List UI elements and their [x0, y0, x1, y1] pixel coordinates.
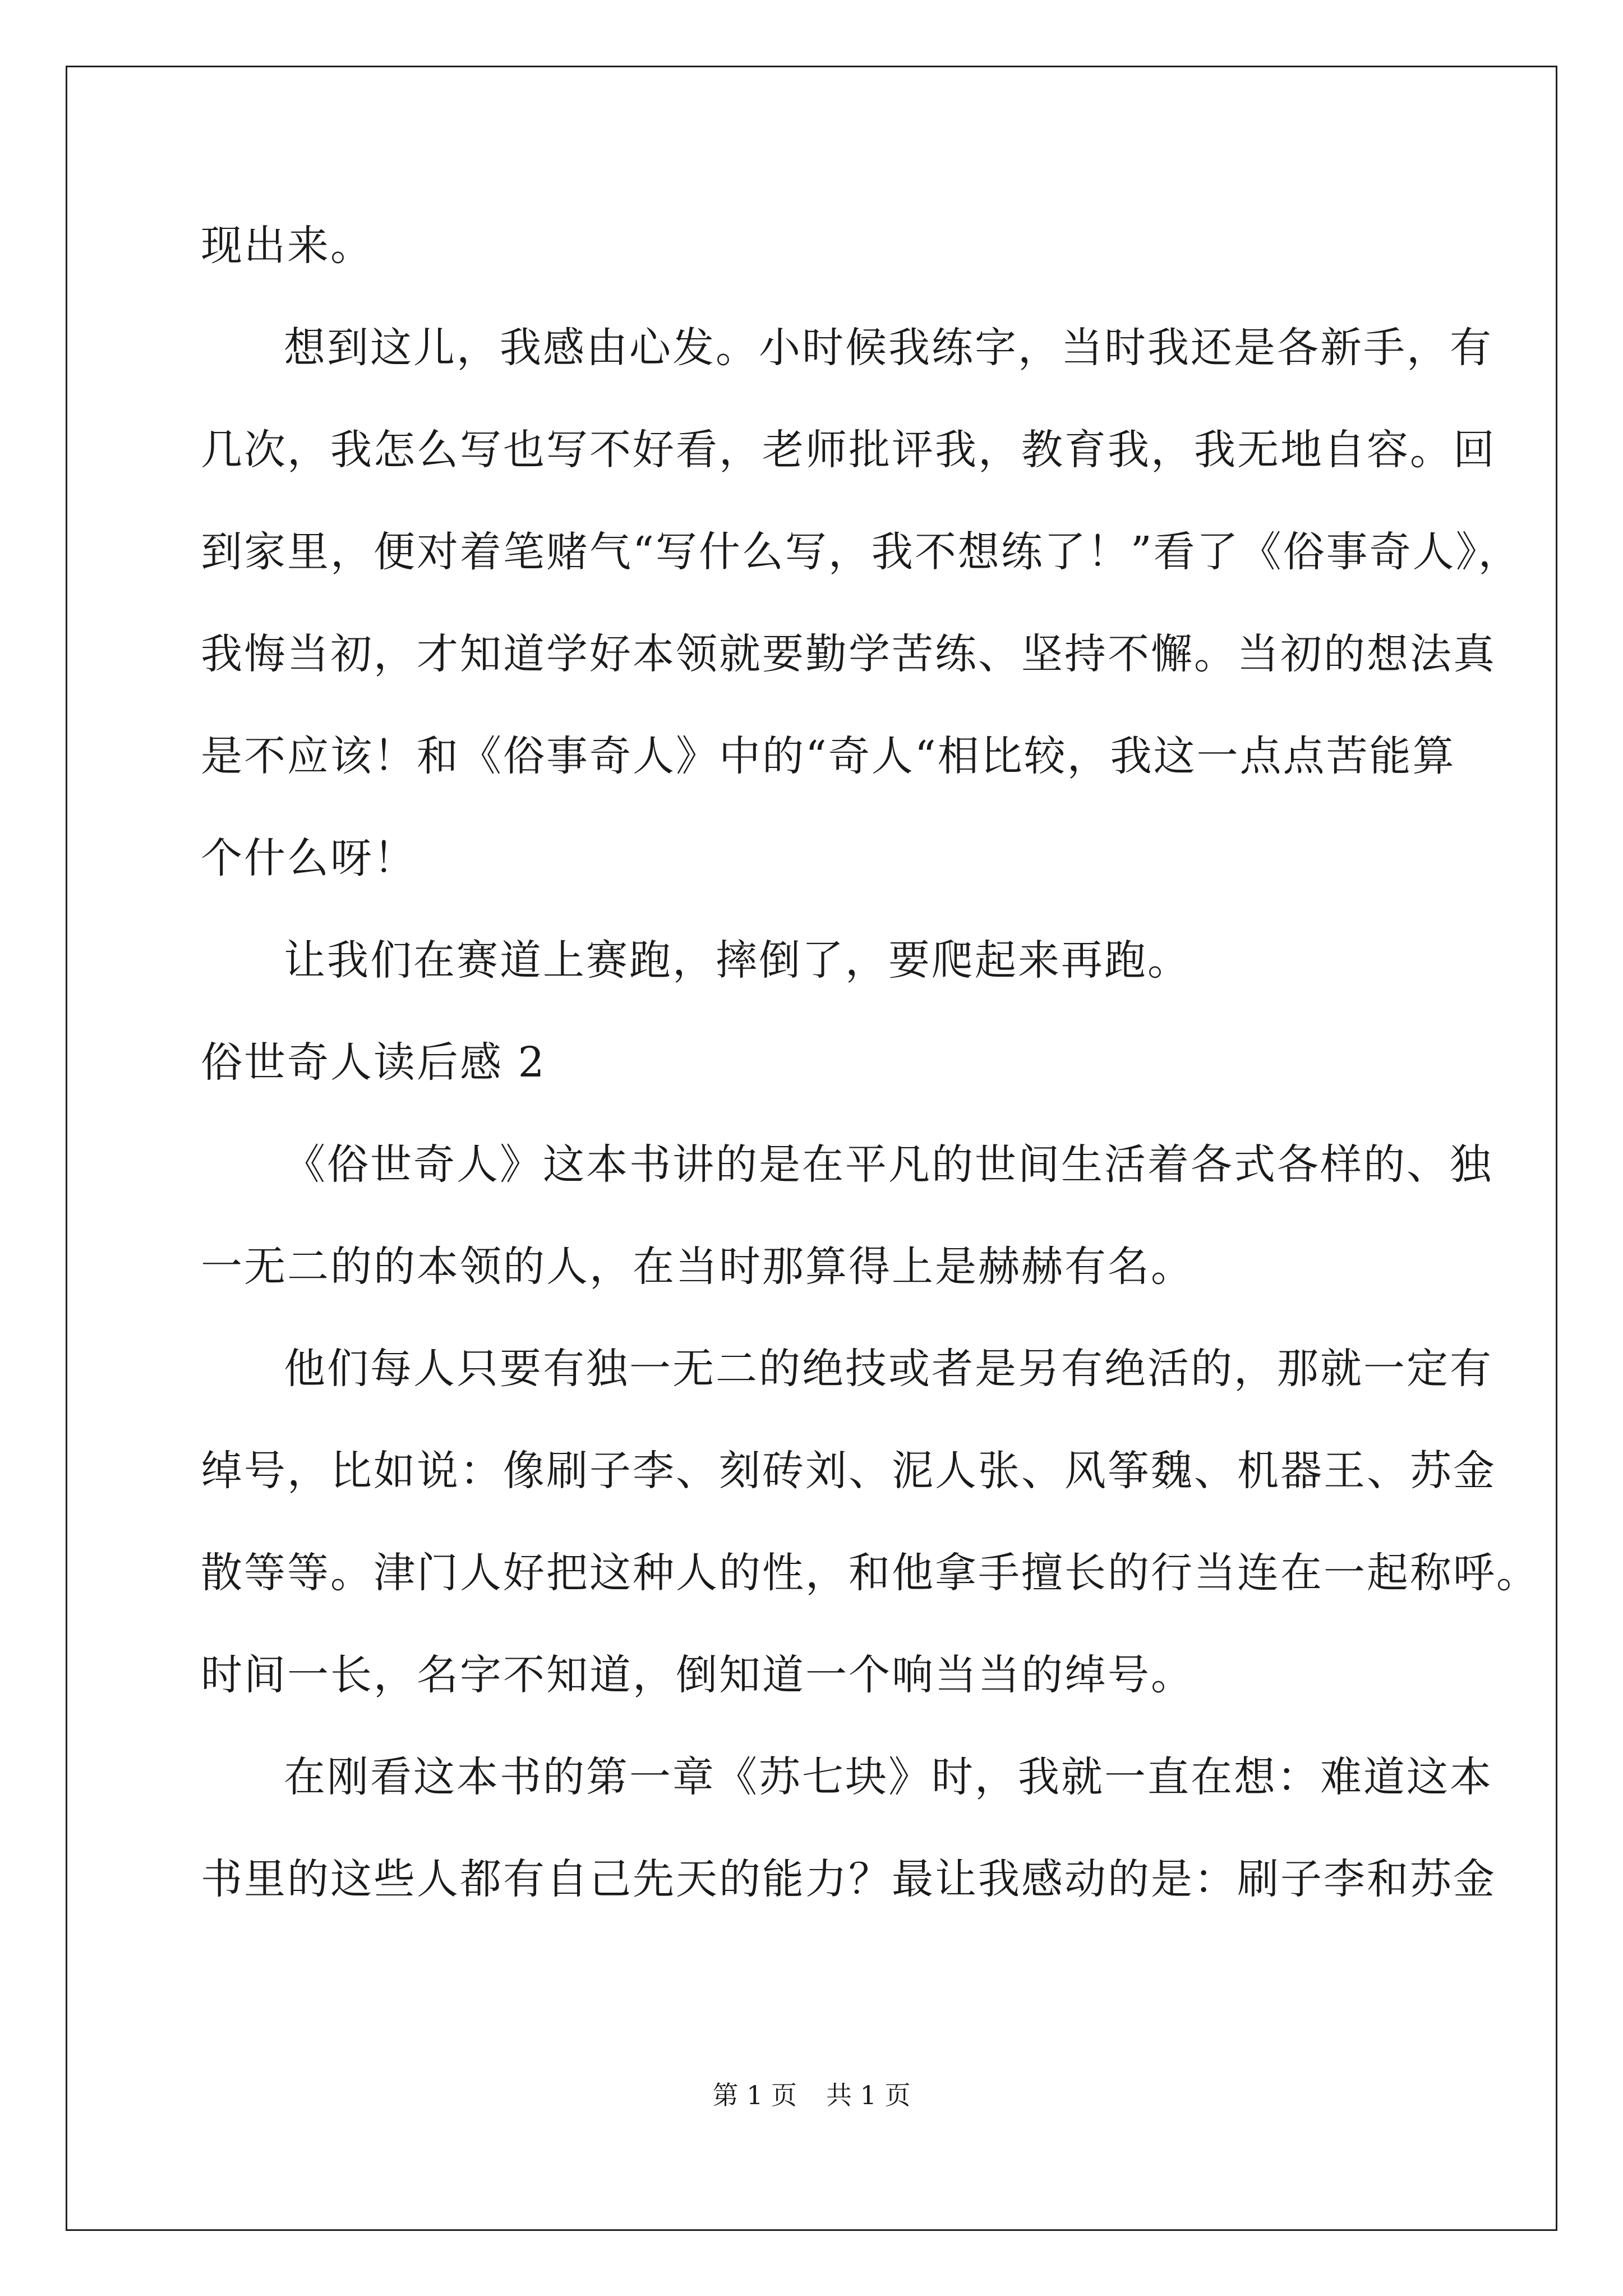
paragraph-line: 是不应该！和《俗事奇人》中的“奇人“相比较，我这一点点苦能算: [201, 732, 1456, 780]
paragraph-line: 到家里，便对着笔赌气“写什么写，我不想练了！”看了《俗事奇人》，: [201, 528, 1521, 576]
paragraph-line: 让我们在赛道上赛跑，摔倒了，要爬起来再跑。: [284, 936, 1191, 984]
paragraph-line: 在刚看这本书的第一章《苏七块》时，我就一直在想：难道这本: [284, 1753, 1493, 1801]
section-heading: 俗世奇人读后感 2: [201, 1038, 546, 1087]
paragraph-line: 时间一长，名字不知道，倒知道一个响当当的绰号。: [201, 1651, 1194, 1699]
paragraph-line: 《俗世奇人》这本书讲的是在平凡的世间生活着各式各样的、独: [284, 1140, 1493, 1189]
paragraph-line: 我悔当初，才知道学好本领就要勤学苦练、坚持不懈。当初的想法真: [201, 630, 1496, 678]
paragraph-line: 书里的这些人都有自己先天的能力？最让我感动的是：刷子李和苏金: [201, 1855, 1496, 1903]
page-number: 第 1 页: [712, 2080, 797, 2110]
paragraph-line: 几次，我怎么写也写不好看，老师批评我，教育我，我无地自容。回: [201, 426, 1496, 474]
paragraph-line: 一无二的的本领的人，在当时那算得上是赫赫有名。: [201, 1243, 1194, 1291]
paragraph-line: 他们每人只要有独一无二的绝技或者是另有绝活的，那就一定有: [284, 1345, 1493, 1393]
paragraph-line: 散等等。津门人好把这种人的性，和他拿手擅长的行当连在一起称呼。: [201, 1549, 1539, 1597]
page-footer: [0, 2078, 1623, 2112]
paragraph-line: 个什么呀！: [201, 834, 417, 882]
paragraph-line: 想到这儿，我感由心发。小时候我练字，当时我还是各新手，有: [284, 324, 1493, 372]
paragraph-line: 现出来。: [201, 222, 374, 270]
page-total: 共 1 页: [826, 2080, 911, 2110]
paragraph-line: 绰号，比如说：像刷子李、刻砖刘、泥人张、风筝魏、机器王、苏金: [201, 1447, 1496, 1495]
